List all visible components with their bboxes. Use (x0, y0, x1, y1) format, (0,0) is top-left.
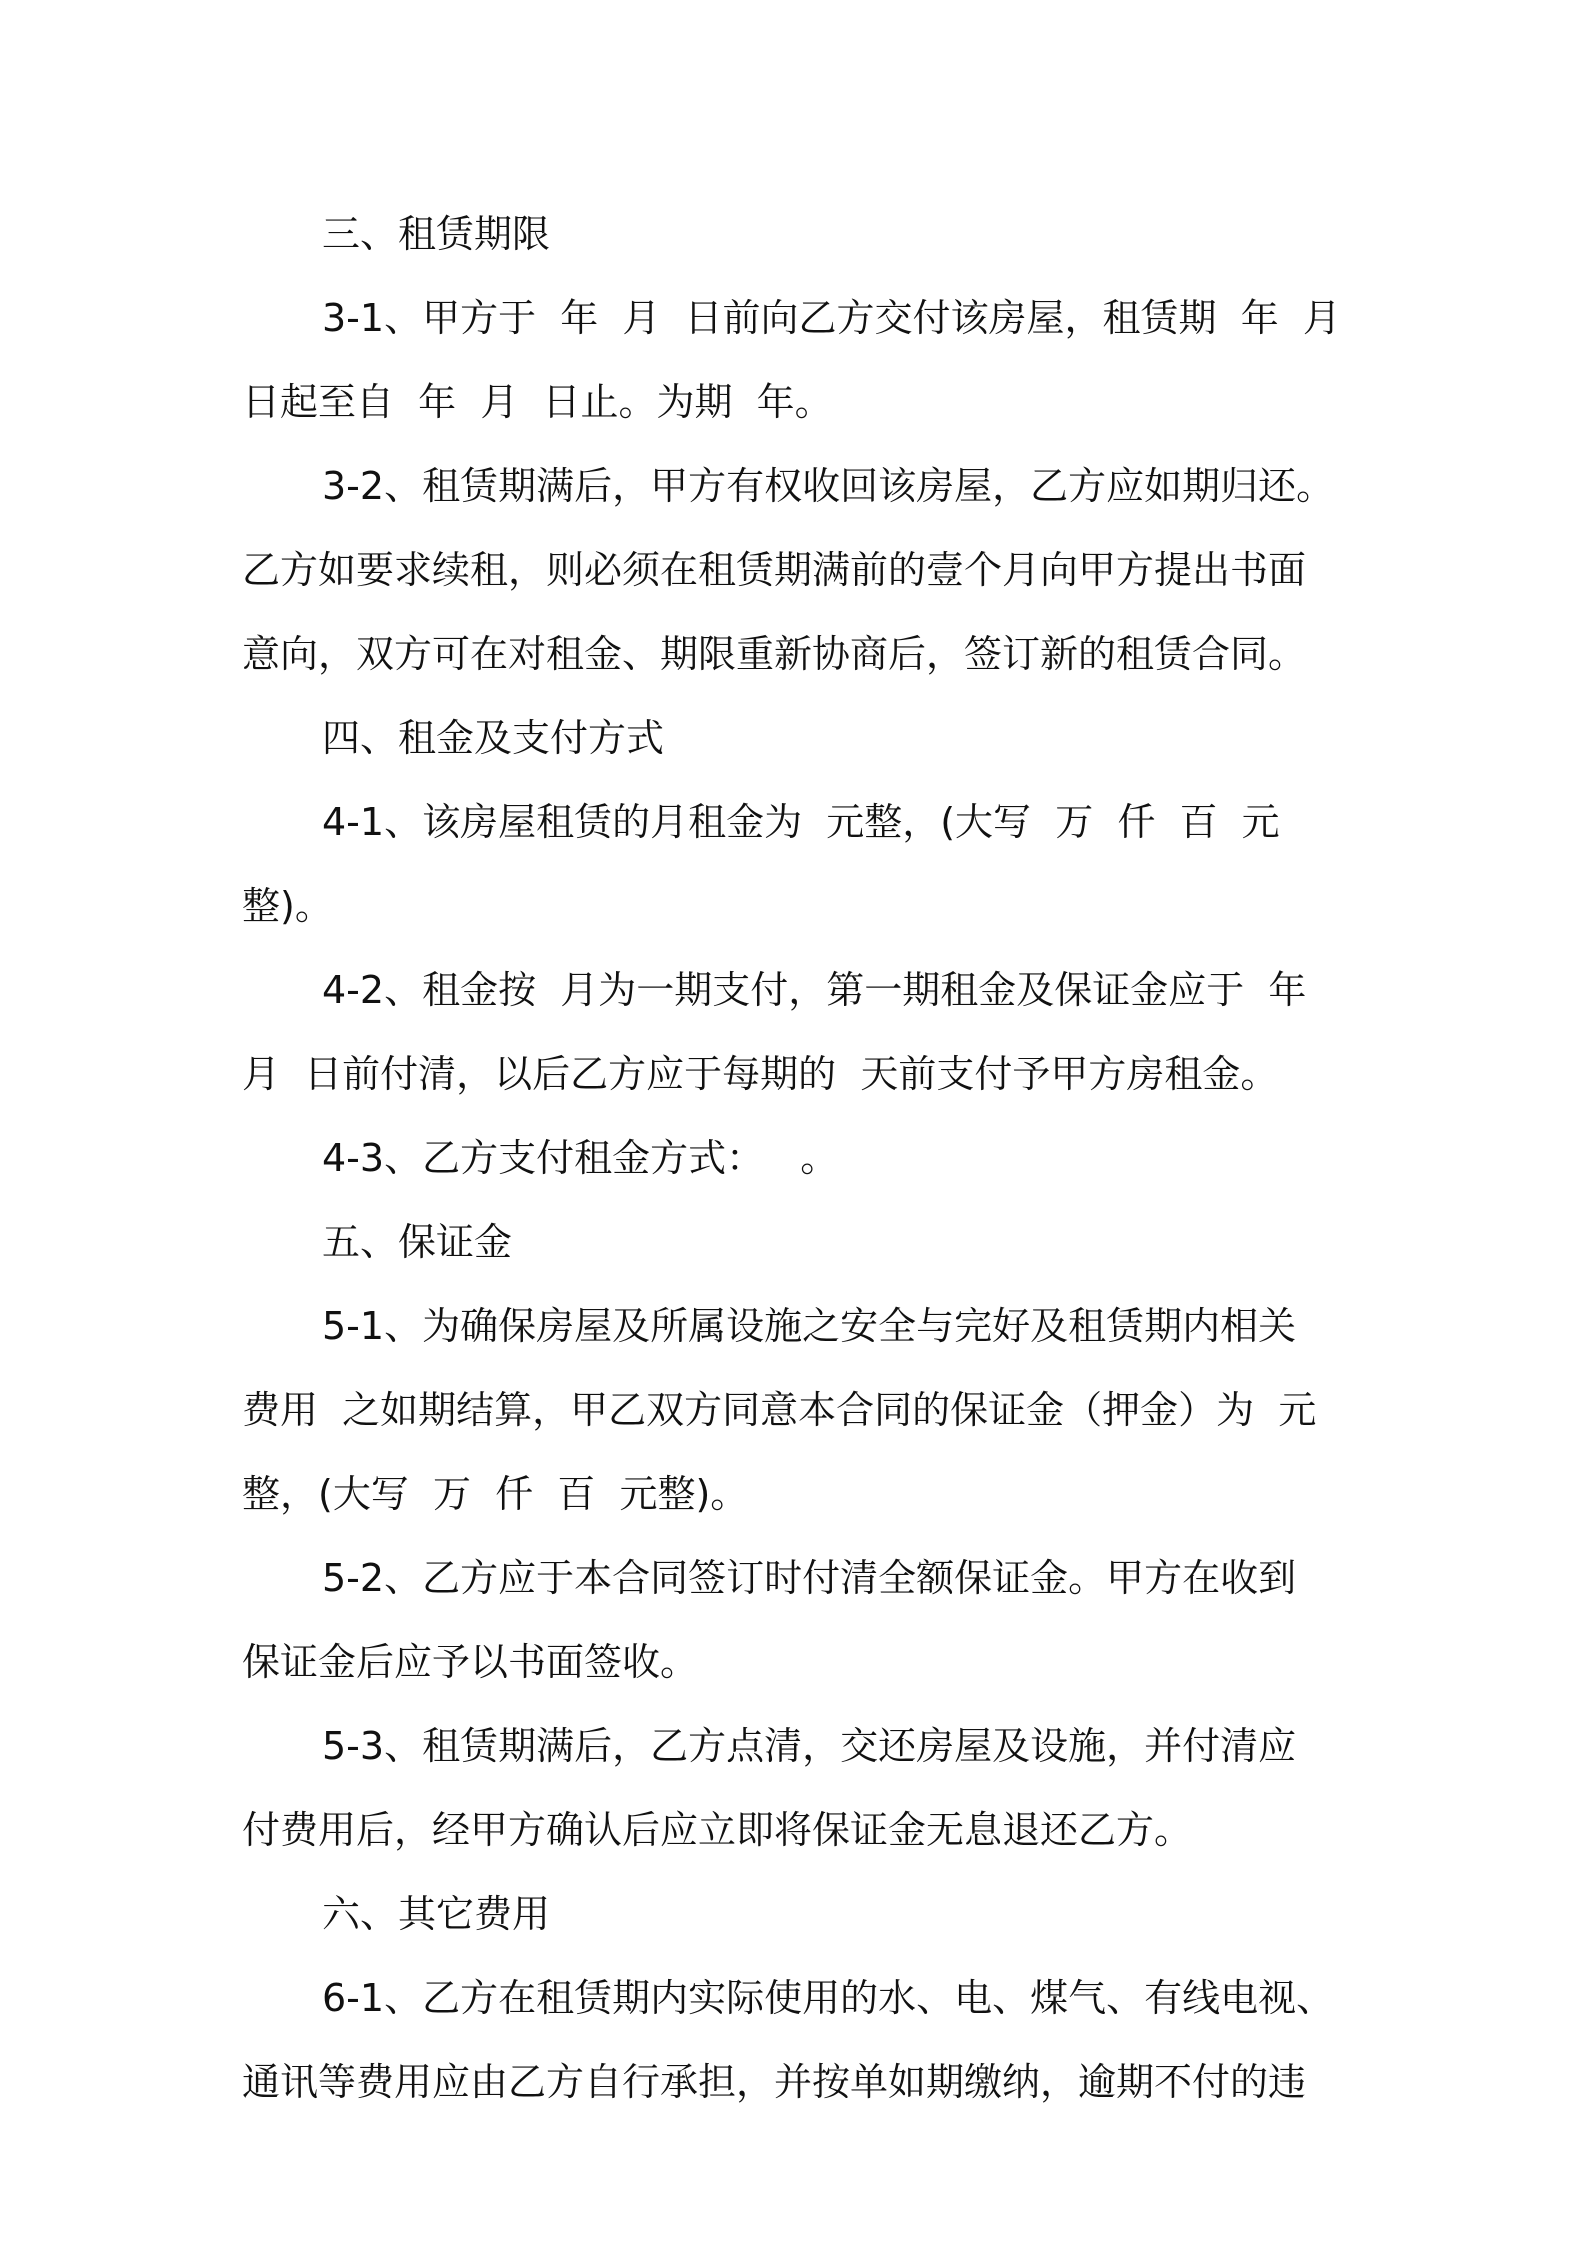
section-4-heading: 四、租金及支付方式 (322, 716, 665, 760)
clause-6-1-line-1: 6-1、乙方在租赁期内实际使用的水、电、煤气、有线电视、 (322, 1976, 1335, 2020)
clause-3-1-line-1: 3-1、甲方于 年 月 日前向乙方交付该房屋，租赁期 年 月 (322, 296, 1341, 340)
clause-4-1-line-1: 4-1、该房屋租赁的月租金为 元整，(大写 万 仟 百 元整)。 (242, 800, 1280, 928)
clause-6-1-line-2: 通讯等费用应由乙方自行承担，并按单如期缴纳，逾期不付的违 (242, 2060, 1307, 2104)
clause-5-3-line-1: 5-3、租赁期满后，乙方点清，交还房屋及设施，并付清应 (322, 1724, 1297, 1768)
clause-4-2-line-1: 4-2、租金按 月为一期支付，第一期租金及保证金应于 年 (322, 968, 1307, 1012)
section-3-heading: 三、租赁期限 (322, 212, 551, 256)
section-6-heading: 六、其它费用 (322, 1892, 551, 1936)
clause-3-2-line-1: 3-2、租赁期满后，甲方有权收回该房屋，乙方应如期归还。 (322, 464, 1335, 508)
clause-4-3-line-1: 4-3、乙方支付租金方式： 。 (322, 1136, 839, 1180)
clause-3-2-line-2: 乙方如要求续租，则必须在租赁期满前的壹个月向甲方提出书面 (242, 548, 1307, 592)
section-5-heading: 五、保证金 (322, 1220, 513, 1264)
clause-3-2-line-3: 意向，双方可在对租金、期限重新协商后，签订新的租赁合同。 (242, 632, 1307, 676)
clause-5-2-line-1: 5-2、乙方应于本合同签订时付清全额保证金。甲方在收到 (322, 1556, 1297, 1600)
clause-5-2-line-2: 保证金后应予以书面签收。 (242, 1640, 699, 1684)
clause-5-3-line-2: 付费用后，经甲方确认后应立即将保证金无息退还乙方。 (242, 1808, 1193, 1852)
clause-3-1-line-2: 日起至自 年 月 日止。为期 年。 (242, 380, 833, 424)
clause-5-1-line-1: 5-1、为确保房屋及所属设施之安全与完好及租赁期内相关 (322, 1304, 1297, 1348)
clause-5-1-line-3: 整，(大写 万 仟 百 元整)。 (242, 1472, 749, 1516)
clause-5-1-line-2: 费用 之如期结算，甲乙双方同意本合同的保证金（押金）为 元 (242, 1388, 1317, 1432)
document-body (242, 192, 1352, 2124)
clause-4-2-line-2: 月 日前付清，以后乙方应于每期的 天前支付予甲方房租金。 (242, 1052, 1279, 1096)
